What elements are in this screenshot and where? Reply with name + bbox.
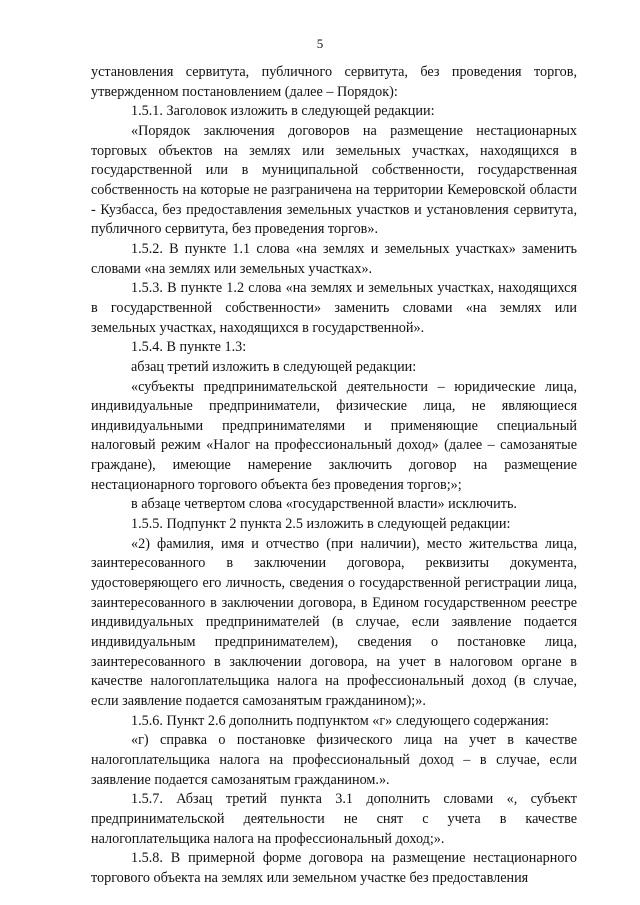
paragraph-subjects-quote: «субъекты предпринимательской деятельности – юридические лица, индивидуальные предприниматели, физические лица, не являющиеся индивидуальными предпринимателями и применяющие специальный налоговый режим «Налог на профессиональный доход» (далее – самозанятые граждане), имеющие намерение заключить договор на размещение нестационарного торгового объекта без проведения торгов;»; [91,378,577,493]
paragraph-subpoint-g-quote: «г) справка о постановке физического лица на учет в качестве налогоплательщика налога на профессиональный доход – в случае, если заявление подается самозанятым гражданином.». [91,732,577,788]
paragraph-abzac-chetvertyy: в абзаце четвертом слова «государственной власти» исключить. [131,496,517,513]
paragraph-abzac-tretiy: абзац третий изложить в следующей редакции: [131,358,417,375]
paragraph-continuation: установления сервитута, публичного сервитута, без проведения торгов, утвержденном постановлением (далее – Порядок): [91,64,577,100]
paragraph-subpoint-2-quote: «2) фамилия, имя и отчество (при наличии), место жительства лица, заинтересованного в заключении договора, реквизиты документа, удостоверяющего его личность, сведения о государственной регистрации лица, заинтересованного в заключении договора, в Едином государственном реестре индивидуальных предпринимателей (в случае, если заявление подается индивидуальным предпринимателем), сведения о постановке лица, заинтересованного в заключении договора, на учет в налоговом органе в качестве налогоплательщика налога на профессиональный доход (в случае, если заявление подается самозанятым гражданином);». [91,535,577,709]
paragraph-title-quote: «Порядок заключения договоров на размещение нестационарных торговых объектов на землях или земельных участках, находящихся в государственной или в муниципальной собственности, государственная собственность на которые не разграничена на территории Кемеровской области - Кузбасса, без предоставления земельных участков и установления сервитута, публичного сервитута, без проведения торгов». [91,122,577,238]
paragraph-1-5-1: 1.5.1. Заголовок изложить в следующей редакции: [131,103,435,120]
paragraph-1-5-5: 1.5.5. Подпункт 2 пункта 2.5 изложить в следующей редакции: [131,516,511,533]
paragraph-1-5-6: 1.5.6. Пункт 2.6 дополнить подпунктом «г» следующего содержания: [131,712,549,729]
paragraph-1-5-2: 1.5.2. В пункте 1.1 слова «на землях и земельных участках» заменить словами «на землях или земельных участках». [91,240,577,277]
page-number: 5 [316,36,324,51]
paragraph-1-5-7: 1.5.7. Абзац третий пункта 3.1 дополнить словами «, субъект предпринимательской деятельности не снят с учета в качестве налогоплательщика налога на профессиональный доход;». [91,791,577,847]
paragraph-1-5-8: 1.5.8. В примерной форме договора на размещение нестационарного торгового объекта на землях или земельном участке без предоставления [91,850,577,886]
document-body [91,63,577,889]
paragraph-1-5-3: 1.5.3. В пункте 1.2 слова «на землях и земельных участках, находящихся в государственной собственности» заменить словами «на землях или земельных участках, находящихся в государственной». [91,280,577,336]
paragraph-1-5-4: 1.5.4. В пункте 1.3: [131,339,247,356]
